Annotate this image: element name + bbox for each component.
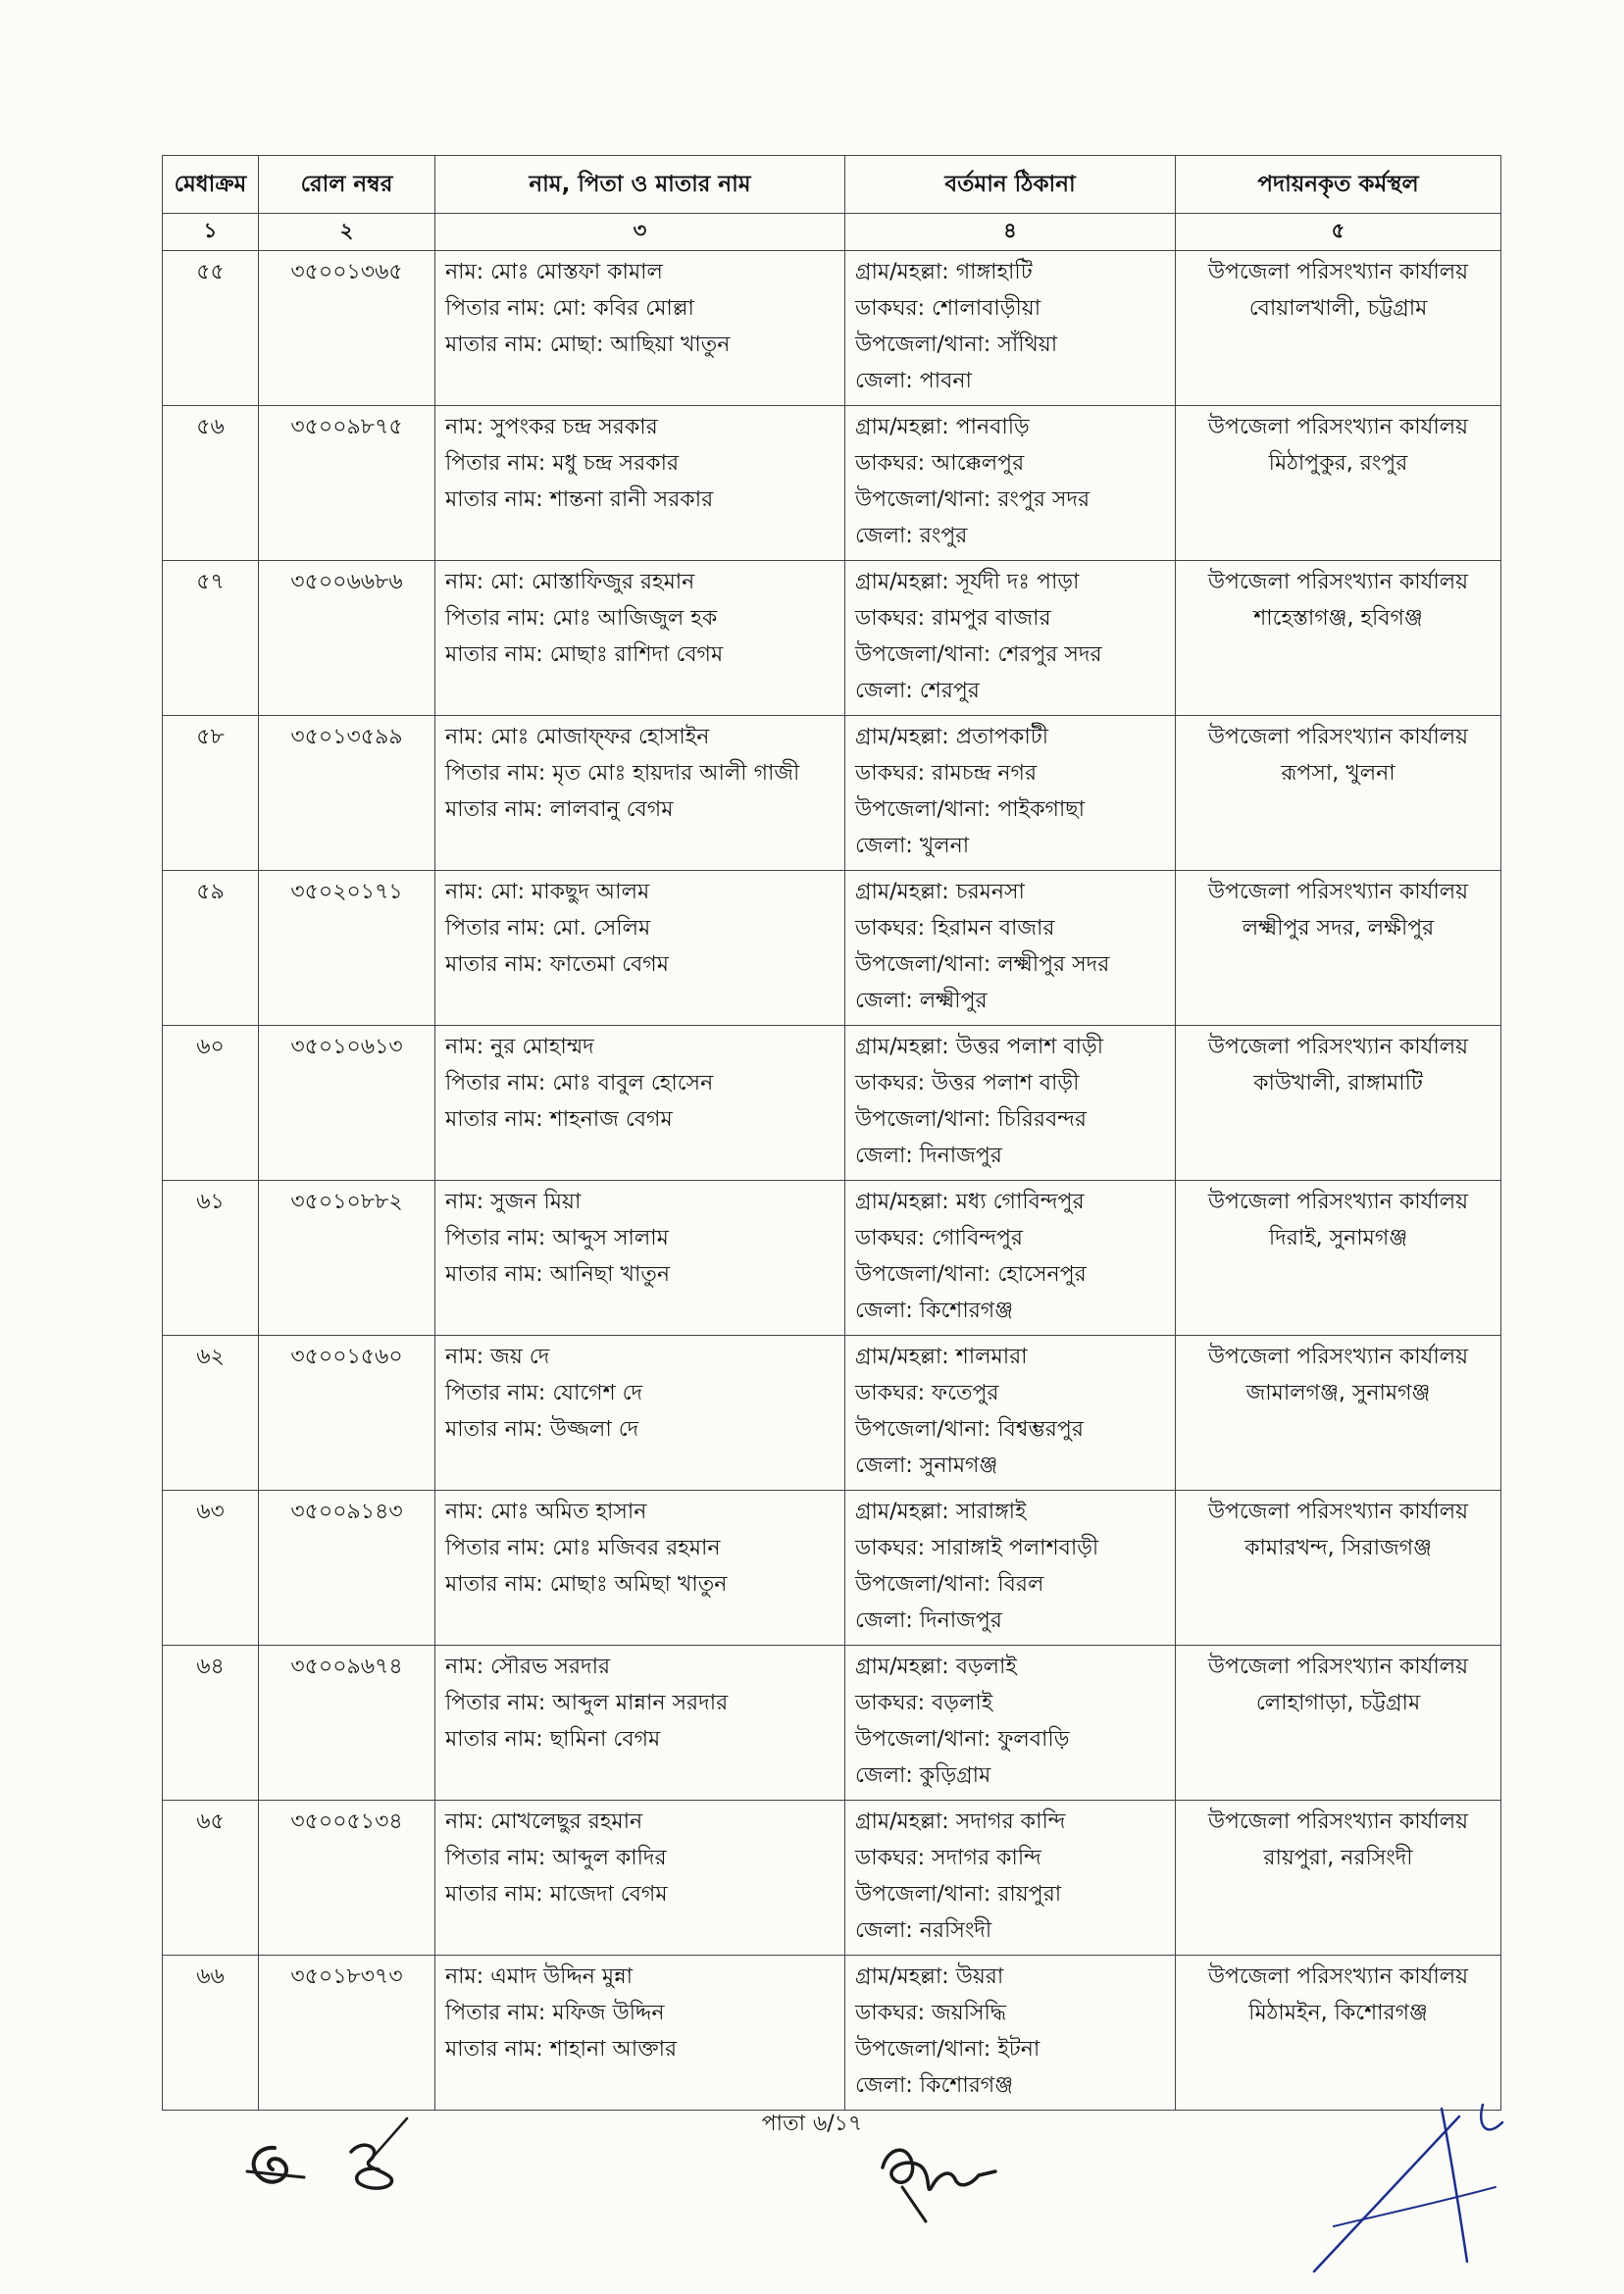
merit-serial: ৬৬ — [163, 1956, 259, 2111]
posting-location: জামালগঞ্জ, সুনামগঞ্জ — [1245, 1381, 1431, 1405]
table-row — [163, 716, 1501, 871]
address-upazila: উপজেলা/থানা: লক্ষ্মীপুর সদর — [855, 952, 1110, 977]
posting-location: রূপসা, খুলনা — [1281, 761, 1396, 786]
posting-location: কামারখন্দ, সিরাজগঞ্জ — [1244, 1536, 1432, 1560]
header-merit-serial: মেধাক্রম — [163, 156, 259, 214]
page-number-value: ৬/১৭ — [812, 2112, 863, 2136]
address-cell — [845, 1491, 1176, 1646]
address-village: গ্রাম/মহল্লা: সদাগর কান্দি — [855, 1810, 1066, 1834]
candidate-name: নাম: মোঃ মোস্তফা কামাল — [445, 260, 663, 284]
table-row — [163, 251, 1501, 406]
father-name: পিতার নাম: যোগেশ দে — [445, 1381, 643, 1405]
name-parents-cell — [435, 1646, 845, 1801]
address-upazila: উপজেলা/থানা: বিরল — [855, 1572, 1044, 1597]
posting-office: উপজেলা পরিসংখ্যান কার্যালয় — [1207, 1190, 1469, 1214]
address-district: জেলা: কিশোরগঞ্জ — [855, 1299, 1014, 1323]
posting-location: কাউখালী, রাঙ্গামাটি — [1253, 1071, 1423, 1096]
address-village: গ্রাম/মহল্লা: উত্তর পলাশ বাড়ী — [855, 1035, 1103, 1059]
table-row — [163, 1491, 1501, 1646]
mother-name: মাতার নাম: ফাতেমা বেগম — [445, 952, 669, 977]
posting-office: উপজেলা পরিসংখ্যান কার্যালয় — [1207, 725, 1469, 749]
address-village: গ্রাম/মহল্লা: গাঙ্গাহাটি — [855, 260, 1033, 284]
address-cell — [845, 871, 1176, 1026]
address-district: জেলা: কুড়িগ্রাম — [855, 1763, 991, 1788]
name-parents-cell — [435, 871, 845, 1026]
roll-number: ৩৫০১০৮৮২ — [259, 1181, 435, 1336]
merit-serial: ৬২ — [163, 1336, 259, 1491]
posting-cell — [1176, 561, 1501, 716]
merit-serial: ৫৫ — [163, 251, 259, 406]
posting-cell — [1176, 1181, 1501, 1336]
table-row — [163, 871, 1501, 1026]
address-upazila: উপজেলা/থানা: রংপুর সদর — [855, 487, 1091, 512]
merit-serial: ৬০ — [163, 1026, 259, 1181]
address-cell — [845, 1956, 1176, 2111]
candidate-name: নাম: এমাদ উদ্দিন মুন্না — [445, 1964, 634, 1989]
address-post-office: ডাকঘর: রামপুর বাজার — [855, 606, 1051, 631]
posting-location: বোয়ালখালী, চট্টগ্রাম — [1248, 296, 1428, 321]
address-post-office: ডাকঘর: গোবিন্দপুর — [855, 1226, 1024, 1250]
posting-office: উপজেলা পরিসংখ্যান কার্যালয় — [1207, 880, 1469, 904]
father-name: পিতার নাম: মৃত মোঃ হায়দার আলী গাজী — [445, 761, 800, 786]
posting-cell — [1176, 1026, 1501, 1181]
candidate-name: নাম: সৌরভ সরদার — [445, 1655, 611, 1679]
name-parents-cell — [435, 1956, 845, 2111]
table-row — [163, 1801, 1501, 1956]
posting-cell — [1176, 1646, 1501, 1801]
page-label: পাতা — [761, 2112, 805, 2136]
address-cell — [845, 716, 1176, 871]
address-post-office: ডাকঘর: বড়লাই — [855, 1691, 993, 1715]
column-number: ২ — [259, 214, 435, 251]
address-cell — [845, 1336, 1176, 1491]
handwritten-signature-center — [863, 2128, 1010, 2226]
address-post-office: ডাকঘর: জয়সিদ্ধি — [855, 2001, 1006, 2025]
name-parents-cell — [435, 1801, 845, 1956]
address-village: গ্রাম/মহল্লা: সারাঙ্গাই — [855, 1500, 1027, 1524]
mother-name: মাতার নাম: উজ্জলা দে — [445, 1417, 639, 1442]
mother-name: মাতার নাম: মোছাঃ অমিছা খাতুন — [445, 1572, 728, 1597]
father-name: পিতার নাম: মো. সেলিম — [445, 916, 651, 941]
name-parents-cell — [435, 1026, 845, 1181]
posting-office: উপজেলা পরিসংখ্যান কার্যালয় — [1207, 1655, 1469, 1679]
candidate-name: নাম: মো: মাকছুদ আলম — [445, 880, 650, 904]
address-upazila: উপজেলা/থানা: শেরপুর সদর — [855, 642, 1102, 667]
address-upazila: উপজেলা/থানা: হোসেনপুর — [855, 1262, 1087, 1287]
address-cell — [845, 1801, 1176, 1956]
posting-cell — [1176, 716, 1501, 871]
posting-office: উপজেলা পরিসংখ্যান কার্যালয় — [1207, 570, 1469, 594]
mother-name: মাতার নাম: মোছাঃ রাশিদা বেগম — [445, 642, 724, 667]
address-post-office: ডাকঘর: সদাগর কান্দি — [855, 1846, 1041, 1870]
father-name: পিতার নাম: আব্দুল কাদির — [445, 1846, 667, 1870]
mother-name: মাতার নাম: শাহানা আক্তার — [445, 2037, 678, 2062]
father-name: পিতার নাম: আব্দুল মান্নান সরদার — [445, 1691, 729, 1715]
address-cell — [845, 1026, 1176, 1181]
posting-office: উপজেলা পরিসংখ্যান কার্যালয় — [1207, 1345, 1469, 1369]
column-number: ১ — [163, 214, 259, 251]
address-post-office: ডাকঘর: হিরামন বাজার — [855, 916, 1055, 941]
address-cell — [845, 1181, 1176, 1336]
mother-name: মাতার নাম: লালবানু বেগম — [445, 797, 674, 822]
address-post-office: ডাকঘর: শোলাবাড়ীয়া — [855, 296, 1041, 321]
address-upazila: উপজেলা/থানা: পাইকগাছা — [855, 797, 1085, 822]
posting-location: রায়পুরা, নরসিংদী — [1263, 1846, 1413, 1870]
posting-office: উপজেলা পরিসংখ্যান কার্যালয় — [1207, 415, 1469, 439]
posting-location: লক্ষ্মীপুর সদর, লক্ষীপুর — [1242, 916, 1435, 941]
merit-serial: ৫৮ — [163, 716, 259, 871]
candidate-name: নাম: নুর মোহাম্মদ — [445, 1035, 594, 1059]
address-village: গ্রাম/মহল্লা: বড়লাই — [855, 1655, 1017, 1679]
address-village: গ্রাম/মহল্লা: উয়রা — [855, 1964, 1004, 1989]
address-district: জেলা: খুলনা — [855, 834, 970, 858]
header-present-address: বর্তমান ঠিকানা — [845, 156, 1176, 214]
posting-location: শাহেস্তাগঞ্জ, হবিগঞ্জ — [1253, 606, 1423, 631]
name-parents-cell — [435, 1336, 845, 1491]
merit-serial: ৫৯ — [163, 871, 259, 1026]
father-name: পিতার নাম: মো: কবির মোল্লা — [445, 296, 694, 321]
table-row — [163, 561, 1501, 716]
mother-name: মাতার নাম: মোছা: আছিয়া খাতুন — [445, 332, 731, 357]
column-number: ৪ — [845, 214, 1176, 251]
roll-number: ৩৫০০৯৮৭৫ — [259, 406, 435, 561]
roll-number: ৩৫০১০৬১৩ — [259, 1026, 435, 1181]
address-post-office: ডাকঘর: রামচন্দ্র নগর — [855, 761, 1038, 786]
roll-number: ৩৫০২০১৭১ — [259, 871, 435, 1026]
posting-office: উপজেলা পরিসংখ্যান কার্যালয় — [1207, 260, 1469, 284]
address-district: জেলা: লক্ষ্মীপুর — [855, 989, 988, 1013]
table-row — [163, 1336, 1501, 1491]
posting-cell — [1176, 251, 1501, 406]
address-village: গ্রাম/মহল্লা: প্রতাপকাটী — [855, 725, 1048, 749]
posting-cell — [1176, 871, 1501, 1026]
mother-name: মাতার নাম: মাজেদা বেগম — [445, 1882, 668, 1907]
posting-cell — [1176, 1801, 1501, 1956]
posting-office: উপজেলা পরিসংখ্যান কার্যালয় — [1207, 1964, 1469, 1989]
roll-number: ৩৫০০৯১৪৩ — [259, 1491, 435, 1646]
roll-number: ৩৫০০১৩৬৫ — [259, 251, 435, 406]
table-row — [163, 1026, 1501, 1181]
candidate-name: নাম: জয় দে — [445, 1345, 550, 1369]
candidate-name: নাম: মোখলেছুর রহমান — [445, 1810, 643, 1834]
address-village: গ্রাম/মহল্লা: সূর্যদী দঃ পাড়া — [855, 570, 1080, 594]
mother-name: মাতার নাম: শাহনাজ বেগম — [445, 1107, 673, 1132]
address-district: জেলা: দিনাজপুর — [855, 1608, 1002, 1633]
candidate-name: নাম: মোঃ মোজাফ্ফর হোসাইন — [445, 725, 710, 749]
roll-number: ৩৫০০৯৬৭৪ — [259, 1646, 435, 1801]
table-row — [163, 406, 1501, 561]
merit-serial: ৫৭ — [163, 561, 259, 716]
address-upazila: উপজেলা/থানা: বিশ্বম্ভরপুর — [855, 1417, 1084, 1442]
header-posting-place: পদায়নকৃত কর্মস্থল — [1176, 156, 1501, 214]
posting-location: মিঠাপুকুর, রংপুর — [1268, 451, 1408, 476]
header-name-parents: নাম, পিতা ও মাতার নাম — [435, 156, 845, 214]
address-district: জেলা: নরসিংদী — [855, 1918, 992, 1943]
father-name: পিতার নাম: আব্দুস সালাম — [445, 1226, 669, 1250]
roll-number: ৩৫০০৫১৩৪ — [259, 1801, 435, 1956]
table-row — [163, 1646, 1501, 1801]
posting-office: উপজেলা পরিসংখ্যান কার্যালয় — [1207, 1500, 1469, 1524]
mother-name: মাতার নাম: ছামিনা বেগম — [445, 1727, 661, 1752]
header-roll-number: রোল নম্বর — [259, 156, 435, 214]
merit-serial: ৫৬ — [163, 406, 259, 561]
address-cell — [845, 561, 1176, 716]
address-village: গ্রাম/মহল্লা: শালমারা — [855, 1345, 1028, 1369]
address-district: জেলা: রংপুর — [855, 524, 968, 548]
handwritten-initials-left — [235, 2109, 422, 2207]
father-name: পিতার নাম: মধু চন্দ্র সরকার — [445, 451, 680, 476]
address-upazila: উপজেলা/থানা: চিরিরবন্দর — [855, 1107, 1087, 1132]
column-number-row — [163, 214, 1501, 251]
address-village: গ্রাম/মহল্লা: পানবাড়ি — [855, 415, 1030, 439]
mother-name: মাতার নাম: শান্তনা রানী সরকার — [445, 487, 714, 512]
table-header-row — [163, 156, 1501, 214]
address-upazila: উপজেলা/থানা: ইটনা — [855, 2037, 1040, 2062]
merit-serial: ৬১ — [163, 1181, 259, 1336]
posting-cell — [1176, 1336, 1501, 1491]
address-district: জেলা: শেরপুর — [855, 679, 980, 703]
column-number: ৩ — [435, 214, 845, 251]
address-district: জেলা: কিশোরগঞ্জ — [855, 2073, 1014, 2098]
address-post-office: ডাকঘর: আক্কেলপুর — [855, 451, 1025, 476]
name-parents-cell — [435, 406, 845, 561]
handwritten-signature-right — [1294, 2079, 1520, 2285]
posting-office: উপজেলা পরিসংখ্যান কার্যালয় — [1207, 1035, 1469, 1059]
name-parents-cell — [435, 1181, 845, 1336]
name-parents-cell — [435, 251, 845, 406]
father-name: পিতার নাম: মোঃ আজিজুল হক — [445, 606, 718, 631]
address-upazila: উপজেলা/থানা: সাঁথিয়া — [855, 332, 1058, 357]
posting-location: দিরাই, সুনামগঞ্জ — [1268, 1226, 1408, 1250]
candidate-name: নাম: সুজন মিয়া — [445, 1190, 582, 1214]
mother-name: মাতার নাম: আনিছা খাতুন — [445, 1262, 670, 1287]
candidate-name: নাম: মো: মোস্তাফিজুর রহমান — [445, 570, 695, 594]
address-district: জেলা: দিনাজপুর — [855, 1144, 1002, 1168]
name-parents-cell — [435, 561, 845, 716]
merit-serial: ৬৫ — [163, 1801, 259, 1956]
address-district: জেলা: পাবনা — [855, 369, 972, 393]
posting-cell — [1176, 1491, 1501, 1646]
candidate-name: নাম: মোঃ অমিত হাসান — [445, 1500, 647, 1524]
merit-serial: ৬৪ — [163, 1646, 259, 1801]
name-parents-cell — [435, 1491, 845, 1646]
posting-location: লোহাগাড়া, চট্টগ্রাম — [1255, 1691, 1421, 1715]
name-parents-cell — [435, 716, 845, 871]
roll-number: ৩৫০০১৫৬০ — [259, 1336, 435, 1491]
father-name: পিতার নাম: মোঃ বাবুল হোসেন — [445, 1071, 714, 1096]
address-cell — [845, 406, 1176, 561]
address-village: গ্রাম/মহল্লা: চরমনসা — [855, 880, 1025, 904]
address-upazila: উপজেলা/থানা: ফুলবাড়ি — [855, 1727, 1070, 1752]
recruit-posting-table — [162, 155, 1501, 2111]
candidate-name: নাম: সুপংকর চন্দ্র সরকার — [445, 415, 658, 439]
address-post-office: ডাকঘর: ফতেপুর — [855, 1381, 999, 1405]
roll-number: ৩৫০১৮৩৭৩ — [259, 1956, 435, 2111]
address-post-office: ডাকঘর: উত্তর পলাশ বাড়ী — [855, 1071, 1080, 1096]
posting-office: উপজেলা পরিসংখ্যান কার্যালয় — [1207, 1810, 1469, 1834]
posting-cell — [1176, 406, 1501, 561]
address-cell — [845, 1646, 1176, 1801]
merit-serial: ৬৩ — [163, 1491, 259, 1646]
posting-location: মিঠামইন, কিশোরগঞ্জ — [1248, 2001, 1428, 2025]
roll-number: ৩৫০০৬৬৮৬ — [259, 561, 435, 716]
address-cell — [845, 251, 1176, 406]
address-district: জেলা: সুনামগঞ্জ — [855, 1453, 998, 1478]
address-post-office: ডাকঘর: সারাঙ্গাই পলাশবাড়ী — [855, 1536, 1099, 1560]
address-village: গ্রাম/মহল্লা: মধ্য গোবিন্দপুর — [855, 1190, 1085, 1214]
father-name: পিতার নাম: মফিজ উদ্দিন — [445, 2001, 665, 2025]
table-row — [163, 1181, 1501, 1336]
father-name: পিতার নাম: মোঃ মজিবর রহমান — [445, 1536, 721, 1560]
address-upazila: উপজেলা/থানা: রায়পুরা — [855, 1882, 1062, 1907]
column-number: ৫ — [1176, 214, 1501, 251]
roll-number: ৩৫০১৩৫৯৯ — [259, 716, 435, 871]
